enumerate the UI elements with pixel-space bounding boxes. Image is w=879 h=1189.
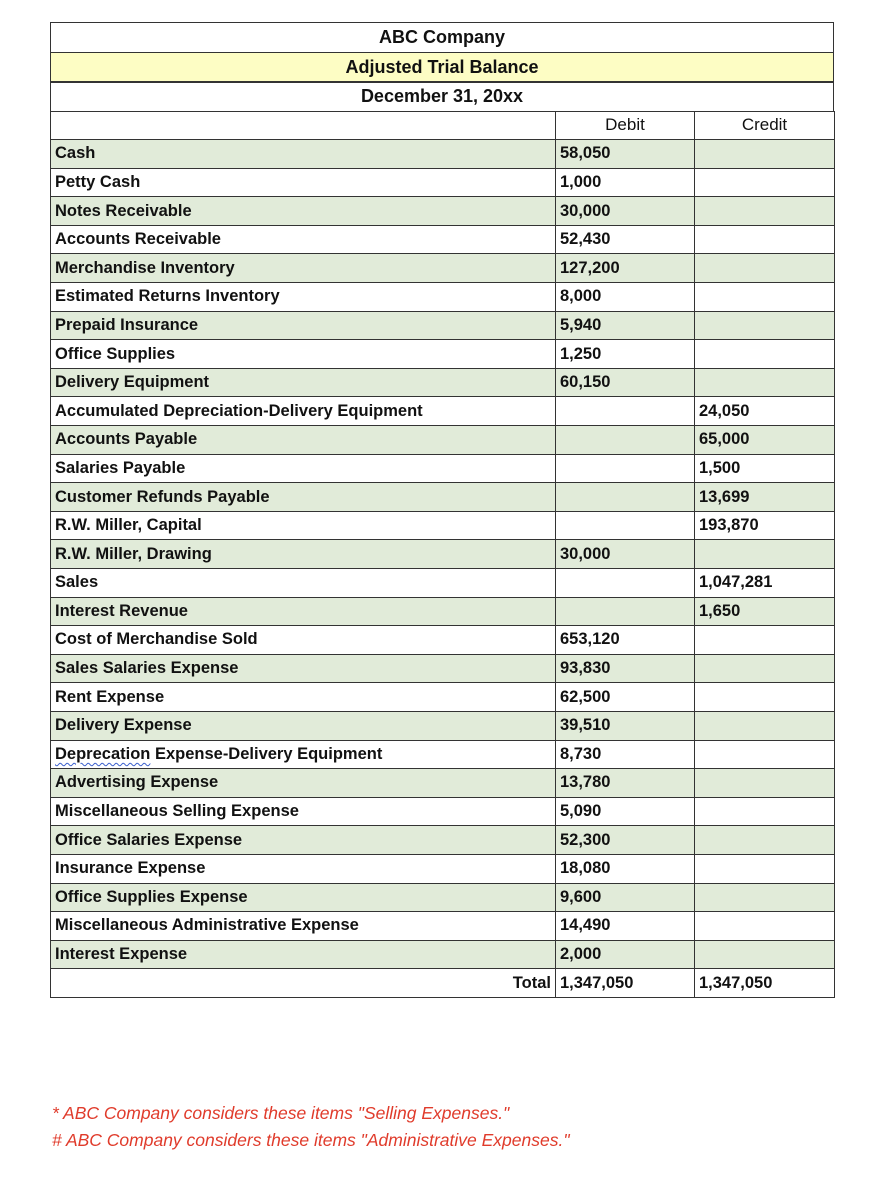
account-name: Office Supplies <box>51 340 556 369</box>
account-name: Notes Receivable <box>51 197 556 226</box>
account-name: Interest Expense <box>51 940 556 969</box>
account-column-header <box>51 111 556 140</box>
credit-amount <box>695 654 835 683</box>
company-name: ABC Company <box>50 22 834 53</box>
account-name: Salaries Payable <box>51 454 556 483</box>
account-name: R.W. Miller, Capital <box>51 511 556 540</box>
account-name: Delivery Expense <box>51 711 556 740</box>
account-name: Customer Refunds Payable <box>51 483 556 512</box>
table-row <box>51 483 835 512</box>
trial-balance-sheet <box>50 22 834 998</box>
table-row <box>51 912 835 941</box>
debit-amount <box>556 397 695 426</box>
credit-amount: 1,500 <box>695 454 835 483</box>
credit-amount <box>695 540 835 569</box>
credit-amount: 1,047,281 <box>695 569 835 598</box>
table-row <box>51 254 835 283</box>
credit-amount <box>695 769 835 798</box>
debit-amount <box>556 597 695 626</box>
table-row <box>51 426 835 455</box>
credit-amount: 24,050 <box>695 397 835 426</box>
account-name: Miscellaneous Selling Expense <box>51 797 556 826</box>
table-row <box>51 397 835 426</box>
credit-amount <box>695 197 835 226</box>
table-row <box>51 854 835 883</box>
debit-amount: 9,600 <box>556 883 695 912</box>
account-name: Miscellaneous Administrative Expense <box>51 912 556 941</box>
debit-amount: 14,490 <box>556 912 695 941</box>
credit-amount <box>695 140 835 169</box>
debit-amount <box>556 426 695 455</box>
table-row <box>51 225 835 254</box>
table-row <box>51 368 835 397</box>
account-name: Insurance Expense <box>51 854 556 883</box>
credit-amount <box>695 740 835 769</box>
total-debit: 1,347,050 <box>556 969 695 998</box>
table-row <box>51 740 835 769</box>
credit-amount <box>695 797 835 826</box>
administrative-expenses-note: # ABC Company considers these items "Administrative Expenses." <box>52 1130 570 1150</box>
credit-amount: 193,870 <box>695 511 835 540</box>
credit-amount <box>695 940 835 969</box>
debit-amount: 30,000 <box>556 540 695 569</box>
account-name: R.W. Miller, Drawing <box>51 540 556 569</box>
account-name: Cost of Merchandise Sold <box>51 626 556 655</box>
debit-column-header: Debit <box>556 111 695 140</box>
debit-amount: 52,300 <box>556 826 695 855</box>
table-row <box>51 683 835 712</box>
report-title: Adjusted Trial Balance <box>50 52 834 83</box>
table-row <box>51 197 835 226</box>
credit-amount <box>695 340 835 369</box>
debit-amount: 5,090 <box>556 797 695 826</box>
account-name: Estimated Returns Inventory <box>51 283 556 312</box>
trial-balance-table <box>50 111 835 998</box>
debit-amount <box>556 511 695 540</box>
account-name: Rent Expense <box>51 683 556 712</box>
debit-amount: 62,500 <box>556 683 695 712</box>
credit-amount <box>695 626 835 655</box>
table-row <box>51 311 835 340</box>
debit-amount: 1,250 <box>556 340 695 369</box>
account-name: Accounts Payable <box>51 426 556 455</box>
debit-amount <box>556 569 695 598</box>
table-row <box>51 769 835 798</box>
credit-amount <box>695 711 835 740</box>
credit-amount <box>695 283 835 312</box>
account-name: Accumulated Depreciation-Delivery Equipment <box>51 397 556 426</box>
total-row <box>51 969 835 998</box>
credit-amount <box>695 254 835 283</box>
account-name: Delivery Equipment <box>51 368 556 397</box>
table-row <box>51 826 835 855</box>
table-row <box>51 569 835 598</box>
debit-amount: 93,830 <box>556 654 695 683</box>
credit-column-header: Credit <box>695 111 835 140</box>
table-row <box>51 283 835 312</box>
table-row <box>51 711 835 740</box>
debit-amount: 18,080 <box>556 854 695 883</box>
table-row <box>51 540 835 569</box>
account-name: Advertising Expense <box>51 769 556 798</box>
account-name: Office Supplies Expense <box>51 883 556 912</box>
debit-amount: 13,780 <box>556 769 695 798</box>
account-name <box>51 740 556 769</box>
account-name: Accounts Receivable <box>51 225 556 254</box>
debit-amount: 60,150 <box>556 368 695 397</box>
credit-amount: 13,699 <box>695 483 835 512</box>
account-name: Petty Cash <box>51 168 556 197</box>
table-row <box>51 797 835 826</box>
table-row <box>51 883 835 912</box>
account-name: Sales Salaries Expense <box>51 654 556 683</box>
credit-amount <box>695 225 835 254</box>
table-row <box>51 626 835 655</box>
credit-amount: 1,650 <box>695 597 835 626</box>
credit-amount: 65,000 <box>695 426 835 455</box>
debit-amount: 52,430 <box>556 225 695 254</box>
credit-amount <box>695 854 835 883</box>
debit-amount: 5,940 <box>556 311 695 340</box>
account-name: Sales <box>51 569 556 598</box>
table-row <box>51 140 835 169</box>
table-row <box>51 168 835 197</box>
column-header-row <box>51 111 835 140</box>
account-name: Cash <box>51 140 556 169</box>
debit-amount: 30,000 <box>556 197 695 226</box>
debit-amount: 39,510 <box>556 711 695 740</box>
table-row <box>51 940 835 969</box>
table-row <box>51 340 835 369</box>
report-date: December 31, 20xx <box>50 81 834 112</box>
account-name: Prepaid Insurance <box>51 311 556 340</box>
account-name: Merchandise Inventory <box>51 254 556 283</box>
debit-amount: 127,200 <box>556 254 695 283</box>
debit-amount: 58,050 <box>556 140 695 169</box>
account-name-rest: Expense-Delivery Equipment <box>150 744 383 763</box>
debit-amount: 2,000 <box>556 940 695 969</box>
total-label: Total <box>51 969 556 998</box>
debit-amount: 8,730 <box>556 740 695 769</box>
selling-expenses-note: * ABC Company considers these items "Selling Expenses." <box>52 1103 510 1123</box>
credit-amount <box>695 311 835 340</box>
credit-amount <box>695 883 835 912</box>
debit-amount <box>556 454 695 483</box>
table-row <box>51 597 835 626</box>
account-name: Interest Revenue <box>51 597 556 626</box>
credit-amount <box>695 368 835 397</box>
credit-amount <box>695 683 835 712</box>
debit-amount <box>556 483 695 512</box>
debit-amount: 653,120 <box>556 626 695 655</box>
total-credit: 1,347,050 <box>695 969 835 998</box>
credit-amount <box>695 826 835 855</box>
credit-amount <box>695 912 835 941</box>
table-row <box>51 511 835 540</box>
account-name: Office Salaries Expense <box>51 826 556 855</box>
debit-amount: 1,000 <box>556 168 695 197</box>
debit-amount: 8,000 <box>556 283 695 312</box>
table-row <box>51 654 835 683</box>
misspelled-word: Deprecation <box>55 744 151 763</box>
credit-amount <box>695 168 835 197</box>
table-row <box>51 454 835 483</box>
